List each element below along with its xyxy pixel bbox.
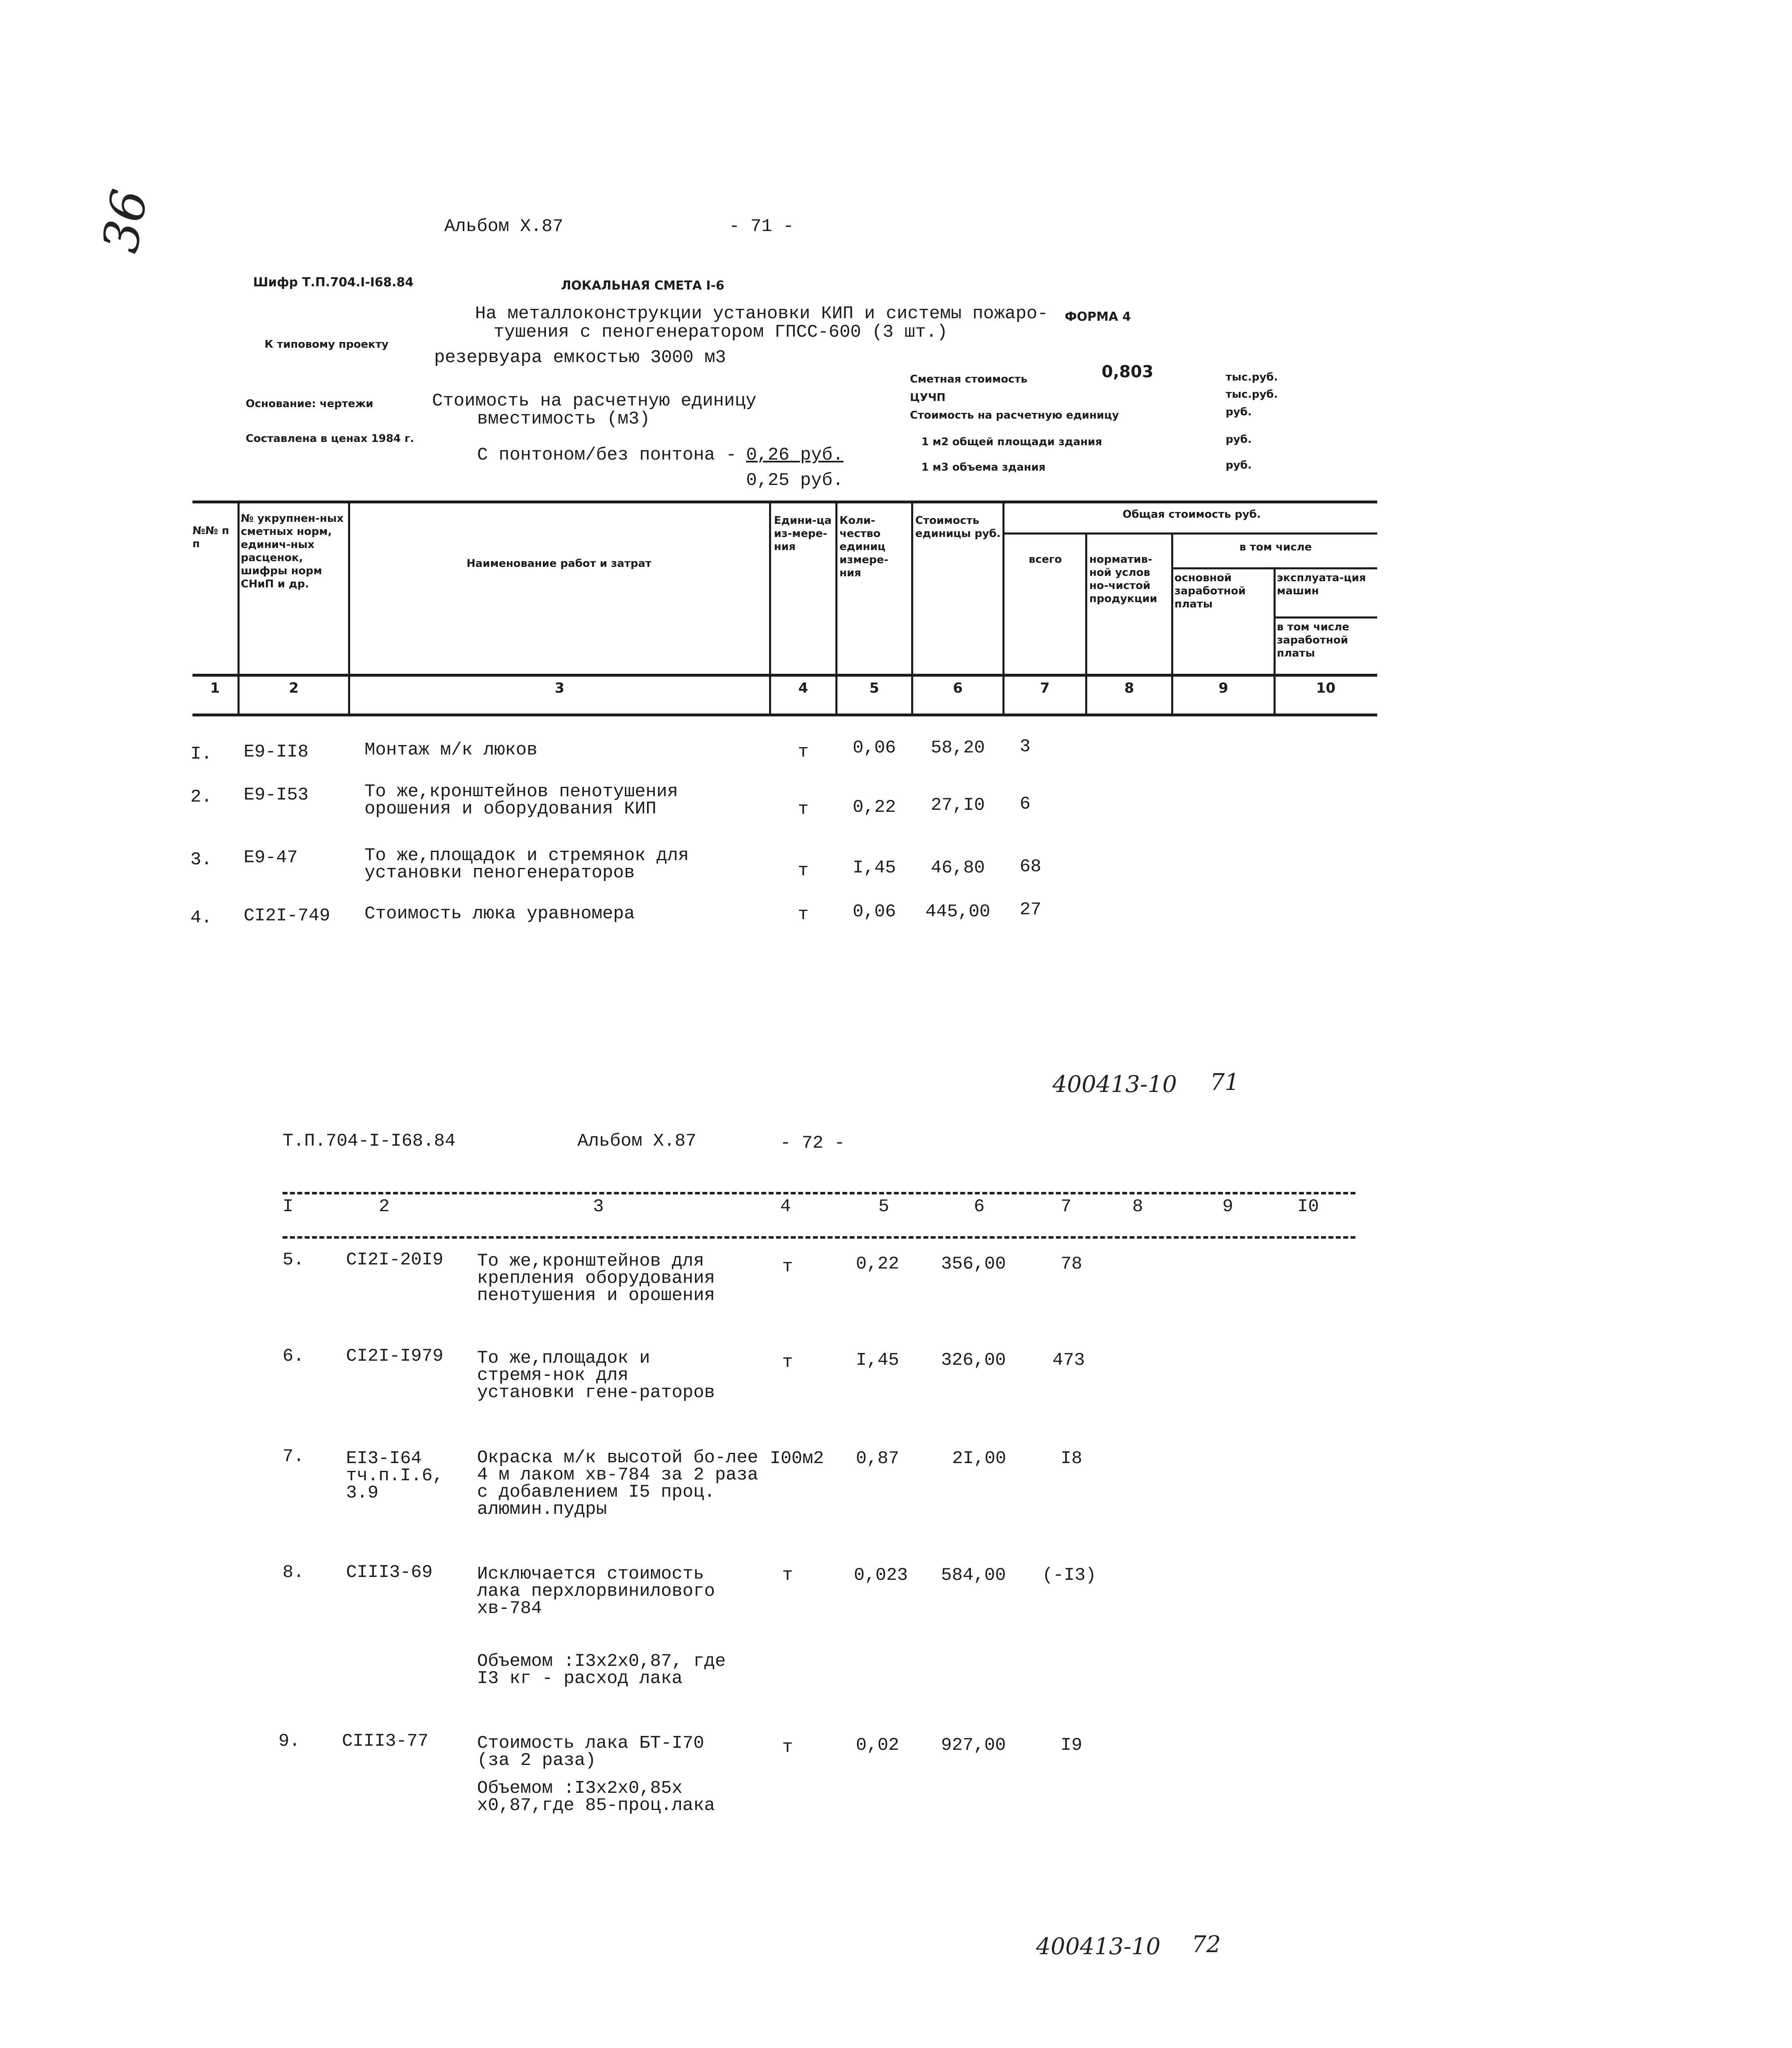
row-unit: I00м2	[770, 1448, 824, 1469]
to-project-label: К типовому проекту	[265, 338, 389, 351]
basis-label: Основание: чертежи	[246, 398, 373, 410]
row-qty: 0,06	[853, 902, 896, 922]
col-number: 9	[1222, 1196, 1233, 1217]
header-total: всего	[1029, 553, 1062, 566]
col-number: 5	[878, 1196, 889, 1217]
row-work-name: Стоимость люка уравномера	[364, 904, 635, 924]
page-stamp: 400413-10	[1036, 1933, 1161, 1960]
row-total: I8	[1061, 1448, 1082, 1469]
row-unit: т	[782, 1565, 793, 1586]
col-number: I0	[1297, 1196, 1319, 1217]
row-qty: 0,023	[854, 1565, 908, 1586]
row-total: 473	[1052, 1350, 1085, 1371]
row-total: 78	[1061, 1254, 1082, 1274]
cipher-label: Т.П.704-I-I68.84	[283, 1131, 456, 1151]
album-label: Альбом Х.87	[577, 1131, 697, 1151]
row-price: 58,20	[930, 738, 985, 758]
row-qty: 0,22	[853, 797, 896, 818]
page-stamp-number: 71	[1210, 1069, 1240, 1096]
pontoon-value-2: 0,25 руб.	[746, 470, 844, 491]
row-qty: I,45	[853, 858, 896, 878]
col-number: 10	[1316, 680, 1336, 696]
volume-label: 1 м3 объема здания	[921, 461, 1046, 473]
header-machines: эксплуата-ция машин	[1277, 572, 1366, 597]
row-price: 27,I0	[930, 795, 985, 816]
estimate-cost-label: Сметная стоимость	[910, 373, 1027, 385]
header-work-name: Наименование работ и затрат	[466, 557, 652, 570]
row-number: I.	[190, 744, 212, 764]
margin-mark: 36	[92, 185, 159, 257]
row-code: ЕI3-I64 тч.п.I.6, 3.9	[346, 1448, 443, 1503]
col-number: 7	[1061, 1196, 1072, 1217]
row-number: 2.	[190, 787, 212, 807]
row-work-name: То же,площадок и стремя-нок для установки гене-раторов	[477, 1348, 715, 1403]
cuchp-unit: тыс.руб.	[1226, 388, 1278, 401]
header-normative: норматив-ной услов но-чистой продукции	[1089, 553, 1157, 605]
header-qty: Коли-чество единиц измере-ния	[839, 514, 889, 579]
row-number: 3.	[190, 850, 212, 870]
row-note: Объемом :I3x2x0,85x x0,87,где 85-проц.лака	[477, 1778, 715, 1816]
colnum-bottom-line	[192, 714, 1377, 716]
row-work-name: Окраска м/к высотой бо-лее 4 м лаком хв-784 за 2 раза с добавлением I5 проц. алюмин.пудры	[477, 1448, 758, 1520]
page-number: - 71 -	[729, 216, 794, 237]
row-total: 6	[1020, 794, 1031, 814]
subject-line-1: На металлоконструкции установки КИП и системы пожаро-	[475, 304, 1048, 324]
header-bottom-line	[192, 674, 1377, 677]
row-number: 5.	[283, 1250, 304, 1270]
col-number: 6	[953, 680, 963, 696]
row-total: I9	[1061, 1735, 1082, 1756]
table-top-line	[192, 501, 1377, 503]
row-code: Е9-47	[244, 847, 298, 868]
pontoon-label: С понтоном/без понтона -	[477, 445, 737, 465]
row-qty: 0,22	[856, 1254, 899, 1274]
row-total: 68	[1020, 856, 1041, 877]
row-number: 6.	[283, 1346, 304, 1366]
header-machines-salary: в том числе заработной платы	[1277, 621, 1349, 659]
cuchp-label: ЦУЧП	[910, 392, 946, 404]
row-work-name: То же,кронштейнов пенотушения орошения и оборудования КИП	[364, 782, 678, 819]
row-number: 9.	[278, 1731, 300, 1751]
row-price: 46,80	[930, 858, 985, 878]
row-price: 445,00	[925, 902, 991, 922]
col-number: I	[283, 1196, 294, 1217]
row-unit: т	[798, 799, 809, 820]
row-code: Е9-II8	[244, 742, 309, 762]
estimate-cost-value: 0,803	[1102, 362, 1154, 381]
row-unit: т	[782, 1737, 793, 1758]
area-unit: руб.	[1226, 433, 1252, 446]
col-number: 2	[289, 680, 299, 696]
row-code: Е9-I53	[244, 785, 309, 805]
row-price: 356,00	[941, 1254, 1006, 1274]
estimate-cost-unit: тыс.руб.	[1226, 371, 1278, 383]
row-qty: 0,06	[853, 738, 896, 758]
col-number: 4	[798, 680, 808, 696]
row-code: СI2I-20I9	[346, 1250, 443, 1270]
col-number: 5	[869, 680, 879, 696]
col-number: 8	[1132, 1196, 1143, 1217]
row-code: СI2I-749	[244, 906, 330, 926]
row-work-name: То же,кронштейнов для крепления оборудования пенотушения и орошения	[477, 1251, 715, 1306]
subject-line-2: тушения с пеногенератором ГПСС-600 (3 шт.)	[493, 322, 948, 342]
header-base-salary: основной заработной платы	[1174, 572, 1246, 610]
row-price: 584,00	[941, 1565, 1006, 1586]
dashed-line-bottom	[283, 1236, 1355, 1239]
row-unit: т	[782, 1257, 793, 1277]
row-number: 7.	[283, 1446, 304, 1467]
cipher-label: Шифр Т.П.704.I-I68.84	[253, 275, 414, 290]
dashed-line-top	[283, 1192, 1355, 1194]
col-number: 2	[379, 1196, 390, 1217]
header-unit: Едини-ца из-мере-ния	[774, 514, 832, 553]
header-code: № укрупнен-ных сметных норм, единич-ных расценок, шифры норм СНиП и др.	[241, 512, 344, 590]
row-work-name: Монтаж м/к люков	[364, 740, 538, 760]
estimate-title: ЛОКАЛЬНАЯ СМЕТА I-6	[561, 279, 724, 293]
basis-text-2: вместимость (м3)	[477, 409, 650, 429]
row-qty: 0,87	[856, 1448, 899, 1469]
row-price: 927,00	[941, 1735, 1006, 1756]
header-unit-price: Стоимость единицы руб.	[915, 514, 1001, 540]
row-work-name: Стоимость лака БТ-I70 (за 2 раза)	[477, 1733, 704, 1771]
row-total: 27	[1020, 899, 1041, 920]
page-number: - 72 -	[780, 1133, 845, 1153]
pontoon-value-1: 0,26 руб.	[746, 445, 844, 465]
col-number: 7	[1040, 680, 1050, 696]
machines-line	[1274, 616, 1377, 618]
row-qty: I,45	[856, 1350, 899, 1371]
row-number: 8.	[283, 1562, 304, 1583]
row-unit: т	[782, 1352, 793, 1373]
album-label: Альбом Х.87	[444, 216, 563, 237]
header-including: в том числе	[1239, 541, 1312, 553]
col-number: 8	[1124, 680, 1134, 696]
row-unit: т	[798, 904, 809, 925]
prices-label: Составлена в ценах 1984 г.	[246, 433, 414, 445]
col-number: 1	[210, 680, 220, 696]
header-num: №№ п п	[192, 525, 229, 550]
row-code: СIII3-69	[346, 1562, 433, 1583]
row-code: СI2I-I979	[346, 1346, 443, 1366]
row-code: СIII3-77	[342, 1731, 429, 1751]
basis-text-1: Стоимость на расчетную единицу	[432, 391, 757, 411]
row-unit: т	[798, 742, 809, 762]
row-work-name: Исключается стоимость лака перхлорвинилового хв-784	[477, 1564, 715, 1619]
row-price: 2I,00	[952, 1448, 1007, 1469]
area-label: 1 м2 общей площади здания	[921, 436, 1102, 448]
row-total: 3	[1020, 736, 1031, 757]
unit-cost-unit: руб.	[1226, 406, 1252, 418]
row-price: 326,00	[941, 1350, 1006, 1371]
volume-unit: руб.	[1226, 459, 1252, 471]
total-cost-line	[1003, 532, 1377, 535]
col-number: 3	[554, 680, 565, 696]
page-stamp-number: 72	[1192, 1931, 1221, 1958]
row-qty: 0,02	[856, 1735, 899, 1756]
subject-line-3: резервуара емкостью 3000 м3	[434, 347, 726, 368]
unit-cost-label: Стоимость на расчетную единицу	[910, 409, 1119, 421]
page-stamp: 400413-10	[1052, 1071, 1177, 1098]
col-number: 3	[593, 1196, 604, 1217]
col-number: 6	[974, 1196, 985, 1217]
row-unit: т	[798, 861, 809, 881]
row-work-name: То же,площадок и стремянок для установки пеногенераторов	[364, 845, 689, 883]
form-label: ФОРМА 4	[1065, 310, 1131, 324]
row-number: 4.	[190, 908, 212, 928]
col-number: 9	[1218, 680, 1229, 696]
row-total: (-I3)	[1042, 1565, 1097, 1586]
header-total-cost: Общая стоимость руб.	[1122, 508, 1261, 521]
col-number: 4	[780, 1196, 791, 1217]
row-note: Объемом :I3x2x0,87, где I3 кг - расход лака	[477, 1651, 726, 1689]
